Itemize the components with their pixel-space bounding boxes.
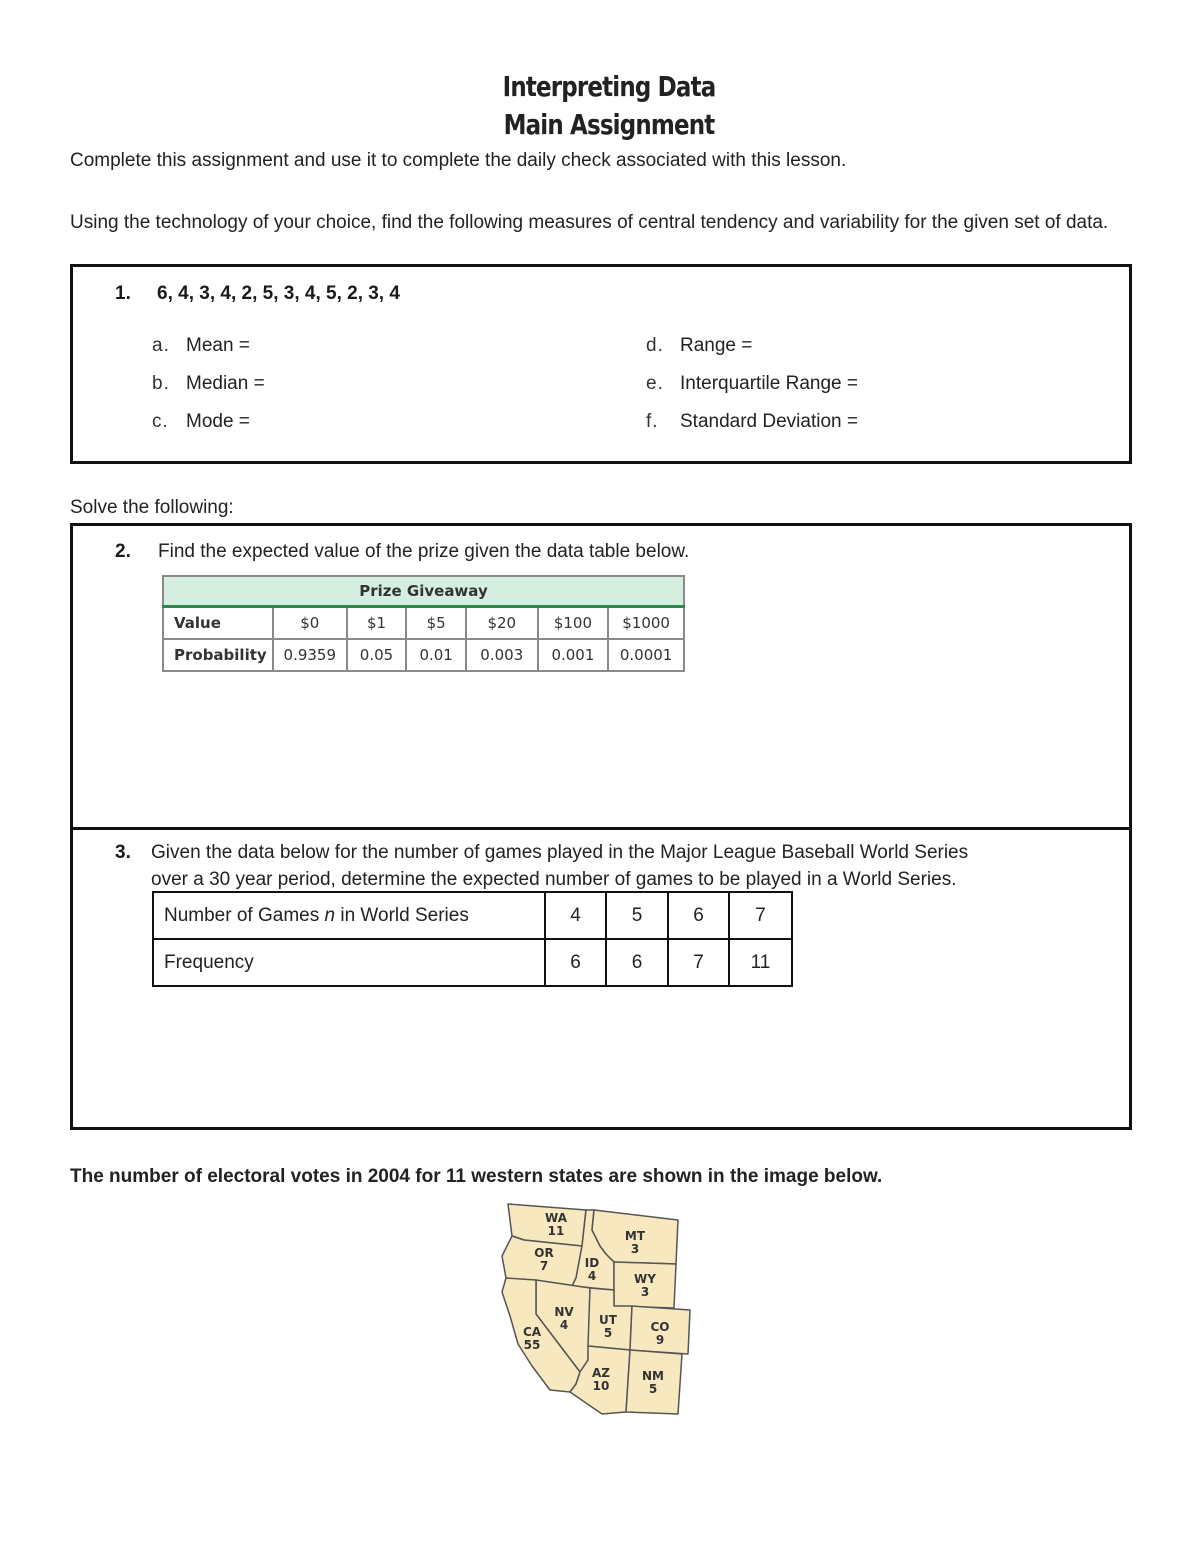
prize-probability-header: Probability (163, 639, 273, 671)
label-co-abbr: CO (650, 1320, 670, 1334)
world-series-table (152, 891, 793, 987)
item-median-label: Median = (186, 373, 265, 394)
prize-probability-cell: 0.003 (466, 639, 538, 671)
games-cell: 4 (545, 892, 606, 939)
games-header-variable: n (324, 904, 336, 926)
label-wy-abbr: WY (634, 1272, 656, 1286)
label-ut-votes: 5 (603, 1326, 613, 1340)
question-1-box (70, 264, 1132, 464)
label-wa-abbr: WA (545, 1211, 567, 1225)
item-a-letter: a. (152, 335, 170, 356)
prize-probability-cell: 0.0001 (608, 639, 684, 671)
item-mean-label: Mean = (186, 335, 250, 356)
label-mt-abbr: MT (624, 1229, 646, 1243)
label-or-abbr: OR (534, 1246, 554, 1260)
games-header-post: in World Series (335, 904, 469, 926)
games-cell: 7 (729, 892, 792, 939)
solve-label: Solve the following: (70, 497, 234, 518)
question-3-box (70, 827, 1132, 1130)
item-c-letter: c. (152, 411, 169, 432)
question-2-box (70, 523, 1132, 830)
item-iqr-label: Interquartile Range = (680, 373, 858, 394)
prize-value-cell: $0 (273, 607, 347, 640)
prize-value-cell: $5 (406, 607, 466, 640)
prize-value-cell: $20 (466, 607, 538, 640)
instructions-text: Using the technology of your choice, find the following measures of central tendency and variability for the given set of data. (70, 212, 1109, 233)
label-az-abbr: AZ (592, 1366, 610, 1380)
item-b-letter: b. (152, 373, 170, 394)
games-cell: 5 (606, 892, 668, 939)
frequency-cell: 6 (545, 939, 606, 986)
label-wy-votes: 3 (640, 1285, 650, 1299)
prize-value-cell: $1000 (608, 607, 684, 640)
item-mode-label: Mode = (186, 411, 250, 432)
label-nm-abbr: NM (642, 1369, 664, 1383)
question-3-prompt-line1: Given the data below for the number of games played in the Major League Baseball World Series (151, 842, 969, 863)
question-3-number: 3. (115, 842, 131, 863)
label-id-abbr: ID (584, 1256, 600, 1270)
question-2-number: 2. (115, 541, 131, 562)
question-1-number: 1. (115, 283, 131, 304)
label-nm-votes: 5 (648, 1382, 658, 1396)
frequency-cell: 6 (606, 939, 668, 986)
item-d-letter: d. (646, 335, 664, 356)
item-stdev-label: Standard Deviation = (680, 411, 858, 432)
frequency-cell: 11 (729, 939, 792, 986)
prize-giveaway-table (162, 575, 685, 672)
label-nv-votes: 4 (559, 1318, 569, 1332)
games-header (153, 892, 545, 939)
map-intro-text: The number of electoral votes in 2004 for 11 western states are shown in the image below. (70, 1166, 883, 1187)
item-f-letter: f. (646, 411, 659, 432)
item-e-letter: e. (646, 373, 664, 394)
label-ut-abbr: UT (599, 1313, 617, 1327)
question-1-data: 6, 4, 3, 4, 2, 5, 3, 4, 5, 2, 3, 4 (157, 283, 400, 304)
frequency-header: Frequency (153, 939, 545, 986)
prize-probability-cell: 0.9359 (273, 639, 347, 671)
label-ca-abbr: CA (522, 1325, 542, 1339)
western-states-map (496, 1196, 700, 1420)
intro-text: Complete this assignment and use it to complete the daily check associated with this lesson. (70, 150, 847, 171)
games-header-pre: Number of Games (164, 904, 325, 926)
page-title: Interpreting Data (502, 70, 716, 103)
prize-value-header: Value (163, 607, 273, 640)
games-cell: 6 (668, 892, 729, 939)
question-2-prompt: Find the expected value of the prize given the data table below. (158, 541, 690, 562)
label-or-votes: 7 (539, 1259, 549, 1273)
label-ca-votes: 55 (523, 1338, 541, 1352)
page-subtitle: Main Assignment (503, 108, 715, 141)
label-wa-votes: 11 (547, 1224, 565, 1238)
prize-value-cell: $100 (538, 607, 609, 640)
frequency-cell: 7 (668, 939, 729, 986)
prize-table-caption: Prize Giveaway (163, 576, 684, 607)
prize-probability-cell: 0.05 (347, 639, 407, 671)
label-mt-votes: 3 (630, 1242, 640, 1256)
question-3-prompt-line2: over a 30 year period, determine the expected number of games to be played in a World Series. (151, 869, 957, 890)
prize-value-cell: $1 (347, 607, 407, 640)
label-id-votes: 4 (587, 1269, 597, 1283)
label-nv-abbr: NV (554, 1305, 574, 1319)
prize-probability-cell: 0.01 (406, 639, 466, 671)
prize-probability-cell: 0.001 (538, 639, 609, 671)
item-range-label: Range = (680, 335, 753, 356)
label-az-votes: 10 (592, 1379, 610, 1393)
label-co-votes: 9 (655, 1333, 665, 1347)
